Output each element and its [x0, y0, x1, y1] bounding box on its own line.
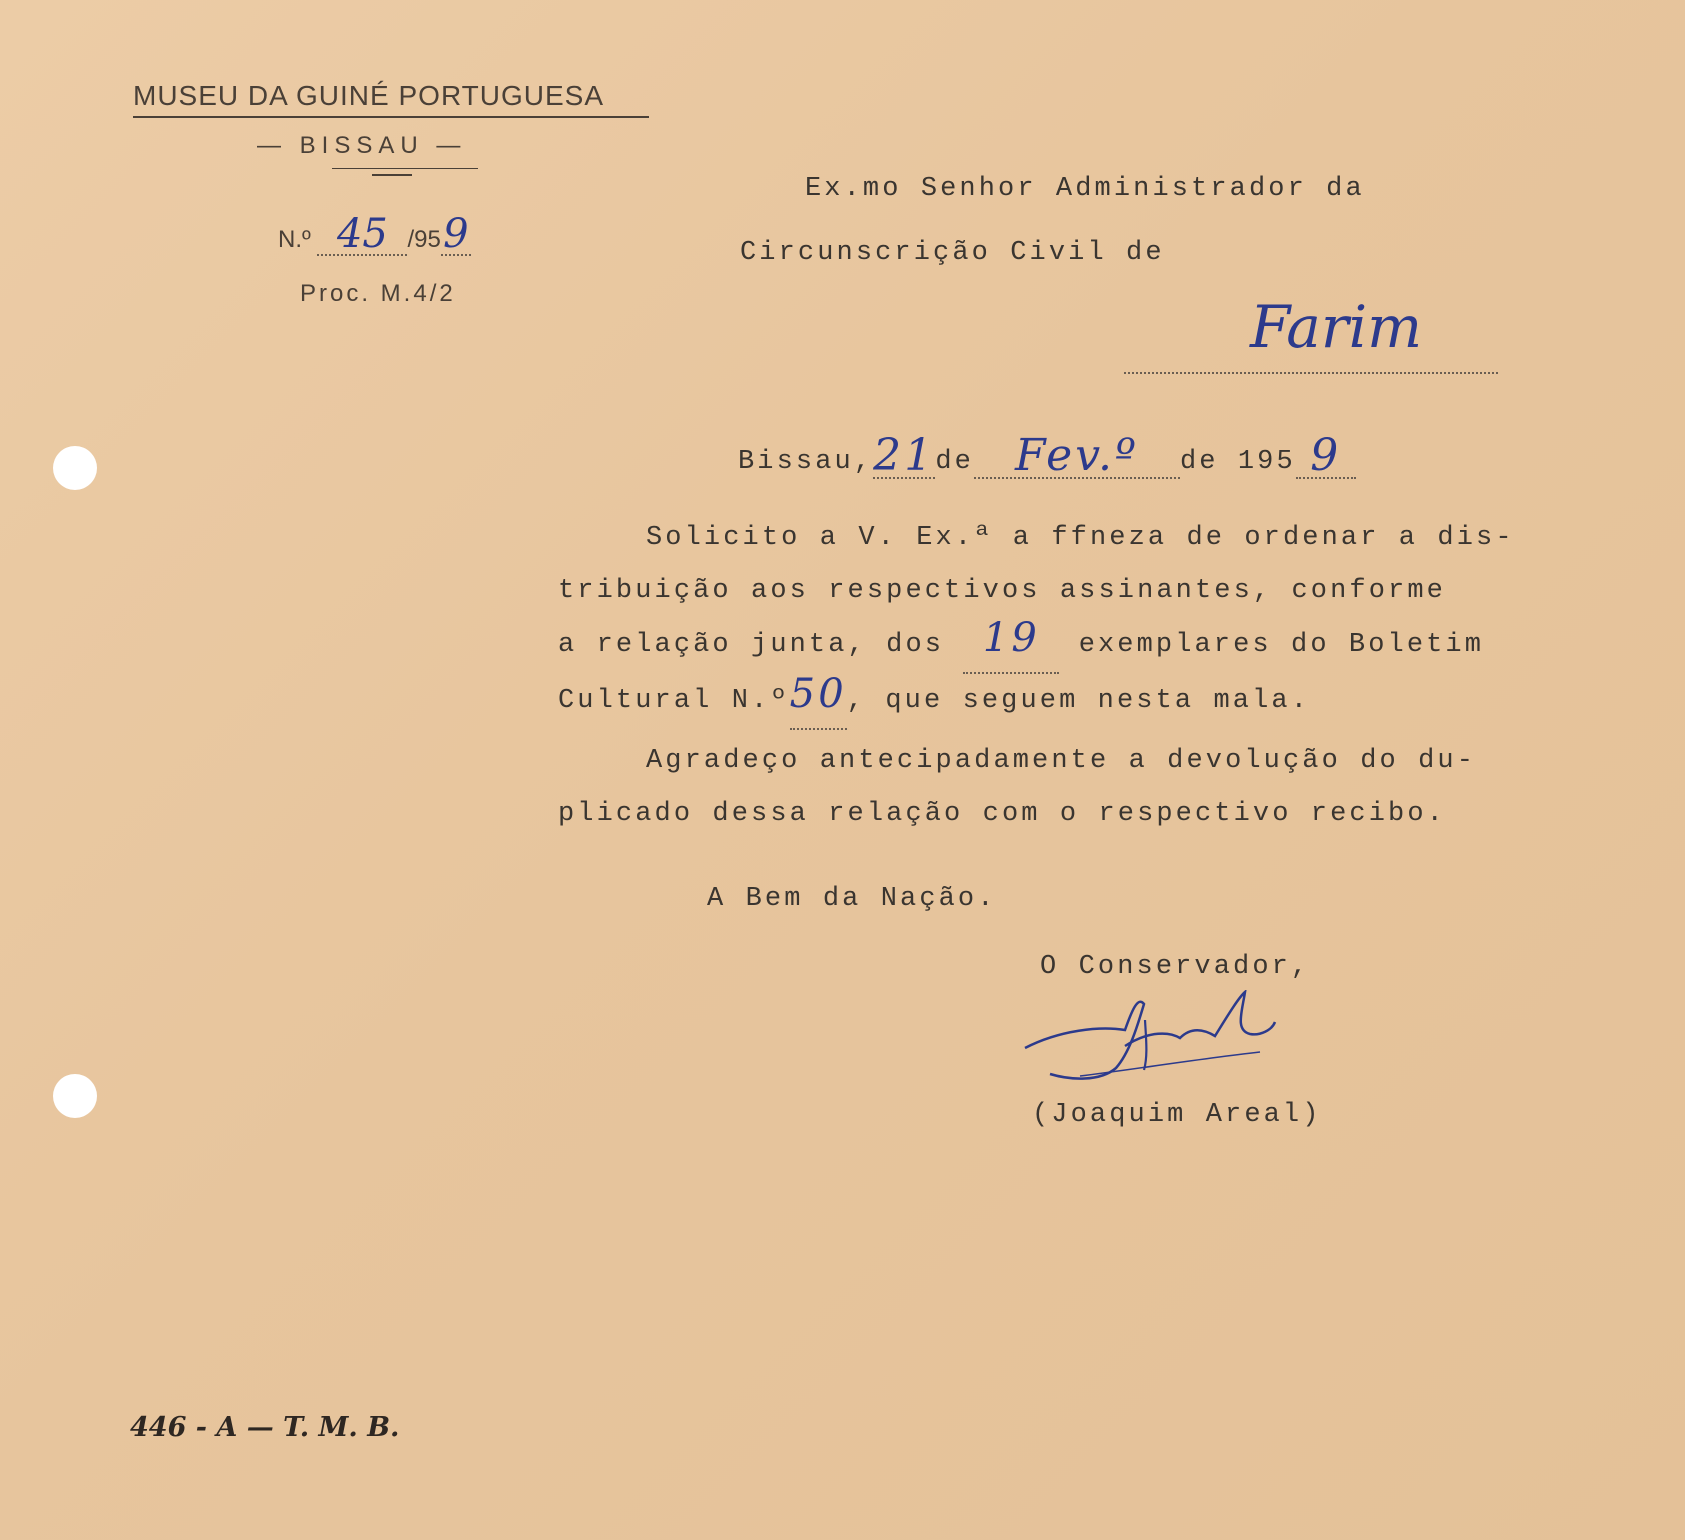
- year-handwritten: 9: [443, 211, 469, 257]
- signer-title: O Conservador,: [1040, 952, 1311, 982]
- p2-line-1: Agradeço antecipadamente a devolução do du-: [646, 746, 1477, 776]
- p1-line-3b: exemplares do Boletim: [1078, 630, 1485, 660]
- signature-image: [1020, 990, 1320, 1090]
- address-dotted-line: [1124, 372, 1498, 374]
- paragraph-thanks: [558, 735, 1476, 841]
- date-year-handwritten: 9: [1310, 430, 1342, 481]
- salutation: A Bem da Nação.: [707, 884, 997, 914]
- reference-number: [278, 211, 471, 257]
- address-line-2: Circunscrição Civil de: [740, 238, 1165, 268]
- address-place-handwritten: Farim: [1250, 293, 1423, 361]
- printer-code: 446 - A — T. M. B.: [130, 1412, 400, 1443]
- dateline: [738, 432, 1356, 479]
- date-year-prefix: 195: [1237, 447, 1296, 477]
- p1-line-2: tribuição aos respectivos assinantes, conforme: [558, 576, 1446, 606]
- punch-hole-bottom: [53, 1074, 97, 1118]
- paragraph-request: [558, 512, 1515, 730]
- institution-name: MUSEU DA GUINÉ PORTUGUESA: [133, 80, 605, 111]
- p1-line-1: Solicito a V. Ex.ª a ffneza de ordenar a dis-: [646, 523, 1515, 553]
- number-handwritten: 45: [336, 211, 388, 257]
- year-prefix: /95: [407, 226, 441, 253]
- p1-line-3a: a relação junta, dos: [558, 630, 945, 660]
- date-day-handwritten: 21: [873, 430, 936, 481]
- letterhead-rule: [133, 116, 649, 118]
- p1-line-4: [558, 671, 1498, 730]
- city-rule: [332, 168, 478, 169]
- signer-name: (Joaquim Areal): [1032, 1100, 1322, 1130]
- address-line-1: Ex.mo Senhor Administrador da: [805, 174, 1365, 204]
- date-de-2: de: [1179, 447, 1219, 477]
- p1-line-4b: , que seguem nesta mala.: [846, 686, 1311, 716]
- p1-line-4a: Cultural N.º: [558, 686, 790, 716]
- copies-handwritten: 19: [982, 615, 1040, 661]
- process-reference: Proc. M.4/2: [300, 280, 456, 307]
- p2-line-2: plicado dessa relação com o respectivo recibo.: [558, 799, 1446, 829]
- number-prefix: N.º: [278, 226, 311, 253]
- date-city: Bissau,: [738, 447, 874, 477]
- punch-hole-top: [53, 446, 97, 490]
- bulletin-number-handwritten: 50: [789, 671, 847, 717]
- date-de-1: de: [935, 447, 974, 477]
- letterhead-city: — BISSAU —: [257, 132, 467, 159]
- date-month-handwritten: Fev.º: [1014, 430, 1139, 481]
- p1-line-3: [558, 615, 1498, 674]
- city-dash: [372, 174, 412, 176]
